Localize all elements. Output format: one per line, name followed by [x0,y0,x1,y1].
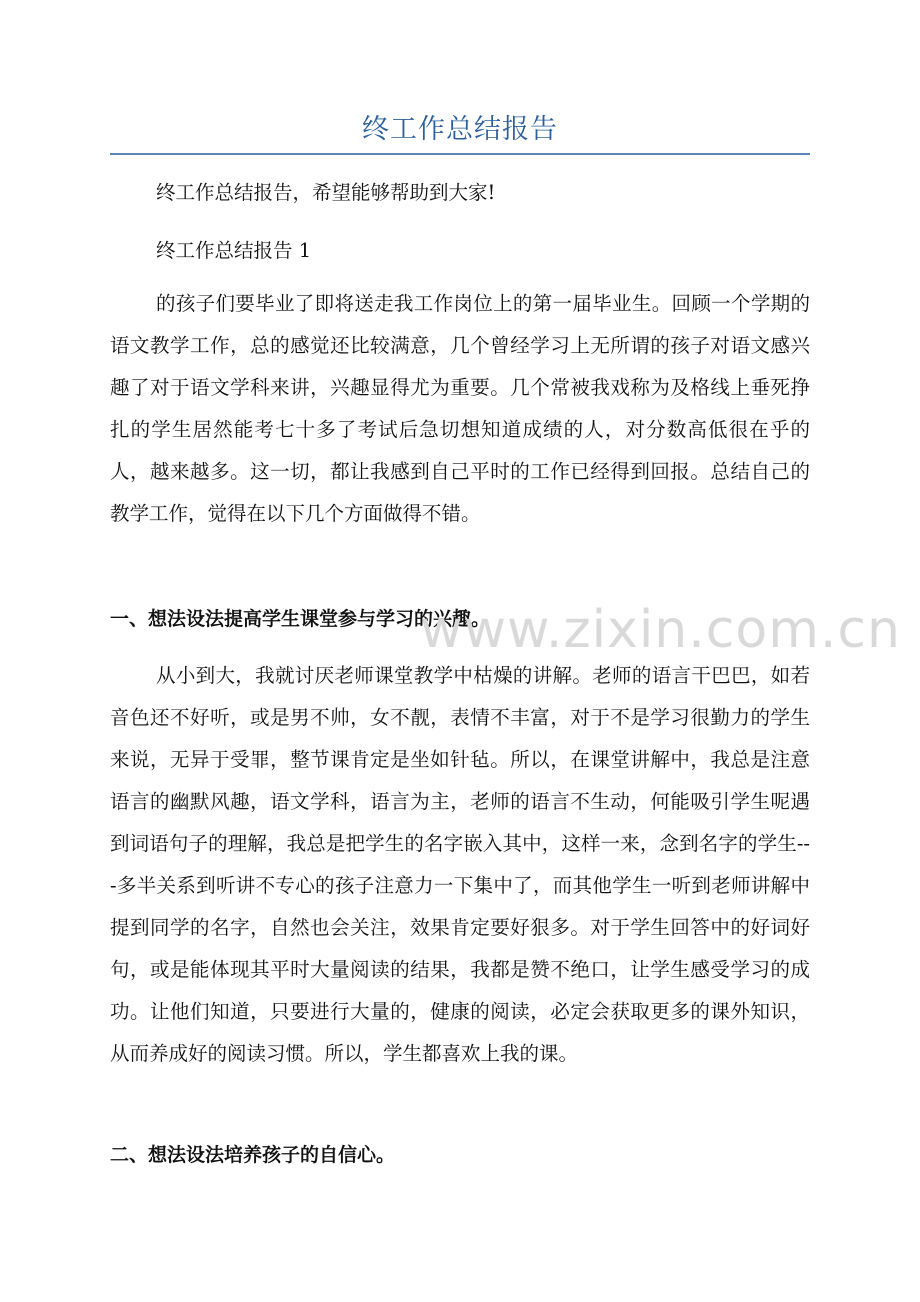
intro-paragraph: 终工作总结报告，希望能够帮助到大家! [156,181,496,204]
section-heading-1: 一、想法设法提高学生课堂参与学习的兴趣。 [110,608,491,630]
body-paragraph-1: 的孩子们要毕业了即将送走我工作岗位上的第一届毕业生。回顾一个学期的语文教学工作，总的感觉还比较满意，几个曾经学习上无所谓的孩子对语文感兴趣了对于语文学科来讲，兴趣显得尤为重要。几个常被我戏称为及格线上垂死挣扎的学生居然能考七十多了考试后急切想知道成绩的人，对分数高低很在乎的人，越来越多。这一切，都让我感到自己平时的工作已经得到回报。总结自己的教学工作，觉得在以下几个方面做得不错。 [110,292,810,525]
body-paragraph-2: 从小到大，我就讨厌老师课堂教学中枯燥的讲解。老师的语言干巴巴，如若音色还不好听，或是男不帅，女不靓，表情不丰富，对于不是学习很勤力的学生来说，无异于受罪，整节课肯定是坐如针毡。所以，在课堂讲解中，我总是注意语言的幽默风趣，语文学科，语言为主，老师的语言不生动，何能吸引学生呢遇到词语句子的理解，我总是把学生的名字嵌入其中，这样一来，念到名字的学生---多半关系到听讲不专心的孩子注意力一下集中了，而其他学生一听到老师讲解中提到同学的名字，自然也会关注，效果肯定要好狠多。对于学生回答中的好词好句，或是能体现其平时大量阅读的结果，我都是赞不绝口，让学生感受学习的成功。让他们知道，只要进行大量的，健康的阅读，必定会获取更多的课外知识，从而养成好的阅读习惯。所以，学生都喜欢上我的课。 [110,664,810,1065]
document-title: 终工作总结报告 [362,114,558,145]
watermark: www.zixin.com.cn [420,600,901,660]
section-heading-2: 二、想法设法培养孩子的自信心。 [110,1144,396,1166]
section-subtitle: 终工作总结报告 1 [156,239,312,262]
title-underline [110,153,810,155]
